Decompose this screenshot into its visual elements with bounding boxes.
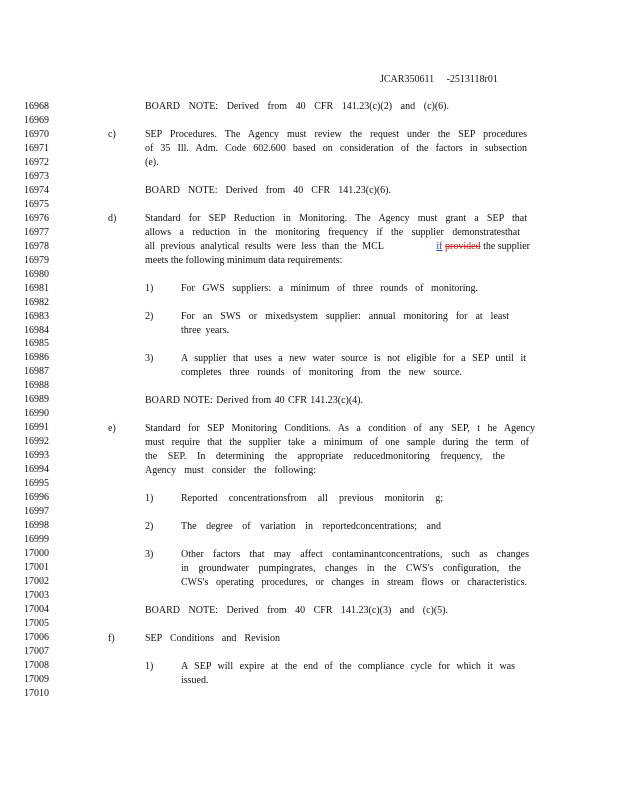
- paragraph-line: of 35 Ill. Adm. Code 602.600 based on consideration of the factors in subsection: [145, 143, 527, 154]
- item-line: issued.: [181, 675, 209, 686]
- line-number: 17006: [24, 631, 49, 643]
- line-number: 16974: [24, 184, 49, 196]
- line-number: 17009: [24, 673, 49, 685]
- document-header: [380, 74, 498, 85]
- line-number: 16995: [24, 478, 49, 490]
- paragraph-text: all previous analytical results were less than the MCL: [145, 241, 384, 252]
- line-number: 16990: [24, 408, 49, 420]
- item-line: A supplier that uses a new water source is not eligible for a SEP until it: [181, 353, 526, 364]
- line-number: 16981: [24, 282, 49, 294]
- paragraph-line: Agency must consider the following:: [145, 465, 316, 476]
- line-number: 16985: [24, 338, 49, 350]
- line-number: 16980: [24, 268, 49, 280]
- item-line: For an SWS or mixedsystem supplier: annual monitoring for at least: [181, 311, 509, 322]
- amendment: [436, 241, 530, 253]
- deleted-text: provided: [445, 241, 481, 252]
- line-number: 16973: [24, 170, 49, 182]
- line-number: 16976: [24, 212, 49, 224]
- item-label: 2): [145, 521, 154, 532]
- paragraph-line: meets the following minimum data requirements:: [145, 255, 343, 266]
- line-number: 16997: [24, 506, 49, 518]
- paragraph-line: Standard for SEP Reduction in Monitoring. The Agency must grant a SEP that: [145, 213, 527, 224]
- line-number: 17007: [24, 645, 49, 657]
- item-line: The degree of variation in reportedconcentrations; and: [181, 521, 441, 532]
- line-number: 16975: [24, 198, 49, 210]
- line-number: 16987: [24, 366, 49, 378]
- paragraph-line-amended: [145, 241, 530, 253]
- line-number: 16983: [24, 310, 49, 322]
- line-number: 16992: [24, 436, 49, 448]
- item-line: three years.: [181, 325, 230, 336]
- doc-revision: -2513118r01: [446, 74, 498, 85]
- item-label: 1): [145, 661, 154, 672]
- line-number: 17001: [24, 562, 49, 573]
- item-label: 3): [145, 549, 154, 560]
- line-number: 17002: [24, 575, 49, 587]
- item-line: Other factors that may affect contaminantconcentrations, such as changes: [181, 549, 529, 560]
- line-number: 17003: [24, 589, 49, 601]
- line-number: 16978: [24, 240, 49, 252]
- paragraph-line: allows a reduction in the monitoring frequency if the supplier demonstratesthat: [145, 227, 520, 238]
- line-number: 16994: [24, 464, 49, 476]
- section-heading: SEP Conditions and Revision: [145, 633, 280, 644]
- line-number: 17004: [24, 603, 49, 615]
- item-line: For GWS suppliers: a minimum of three rounds of monitoring.: [181, 283, 478, 294]
- paragraph-line: Standard for SEP Monitoring Conditions. As a condition of any SEP, t he Agency: [145, 423, 535, 434]
- line-number: 17000: [24, 548, 49, 560]
- subsection-label: e): [108, 423, 116, 434]
- item-label: 1): [145, 283, 154, 294]
- line-number: 16986: [24, 352, 49, 364]
- paragraph-line: (e).: [145, 157, 159, 168]
- line-number: 16996: [24, 492, 49, 504]
- line-number: 16998: [24, 520, 49, 532]
- line-number: 16993: [24, 450, 49, 462]
- line-number: 16968: [24, 101, 49, 112]
- item-label: 2): [145, 311, 154, 322]
- board-note: BOARD NOTE: Derived from 40 CFR 141.23(c)(6).: [145, 185, 391, 196]
- item-line: Reported concentrationsfrom all previous monitorin g;: [181, 493, 443, 504]
- line-number: 16971: [24, 142, 49, 154]
- paragraph-line: must require that the supplier take a minimum of one sample during the term of: [145, 437, 529, 448]
- line-number: 16988: [24, 380, 49, 392]
- paragraph-line: the SEP. In determining the appropriate reducedmonitoring frequency, the: [145, 451, 505, 462]
- board-note: BOARD NOTE: Derived from 40 CFR 141.23(c)(2) and (c)(6).: [145, 101, 449, 112]
- subsection-label: f): [108, 633, 115, 644]
- item-label: 1): [145, 493, 154, 504]
- line-number: 16969: [24, 114, 49, 126]
- line-number: 16977: [24, 226, 49, 238]
- line-number: 17008: [24, 659, 49, 671]
- item-line: in groundwater pumpingrates, changes in the CWS's configuration, the: [181, 563, 521, 574]
- inserted-text: if: [436, 241, 443, 252]
- subsection-label: d): [108, 213, 117, 224]
- subsection-label: c): [108, 129, 116, 140]
- paragraph-line: SEP Procedures. The Agency must review the request under the SEP procedures: [145, 129, 527, 140]
- paragraph-text: the supplier: [483, 241, 530, 252]
- line-number: 16979: [24, 254, 49, 266]
- line-number: 16982: [24, 296, 49, 308]
- line-number: 17005: [24, 617, 49, 629]
- line-number: 16984: [24, 324, 49, 336]
- line-number: 16989: [24, 394, 49, 406]
- doc-id: JCAR350611: [380, 74, 435, 85]
- item-line: CWS's operating procedures, or changes in stream flows or characteristics.: [181, 577, 527, 588]
- item-label: 3): [145, 353, 154, 364]
- line-number: 16991: [24, 422, 49, 434]
- line-number: 17010: [24, 687, 49, 699]
- line-number: 16999: [24, 534, 49, 546]
- board-note: BOARD NOTE: Derived from 40 CFR 141.23(c)(3) and (c)(5).: [145, 605, 448, 616]
- line-number: 16970: [24, 128, 49, 140]
- line-number: 16972: [24, 156, 49, 168]
- board-note: BOARD NOTE: Derived from 40 CFR 141.23(c)(4).: [145, 395, 363, 406]
- item-line: A SEP will expire at the end of the compliance cycle for which it was: [181, 661, 515, 672]
- item-line: completes three rounds of monitoring from the new source.: [181, 367, 462, 378]
